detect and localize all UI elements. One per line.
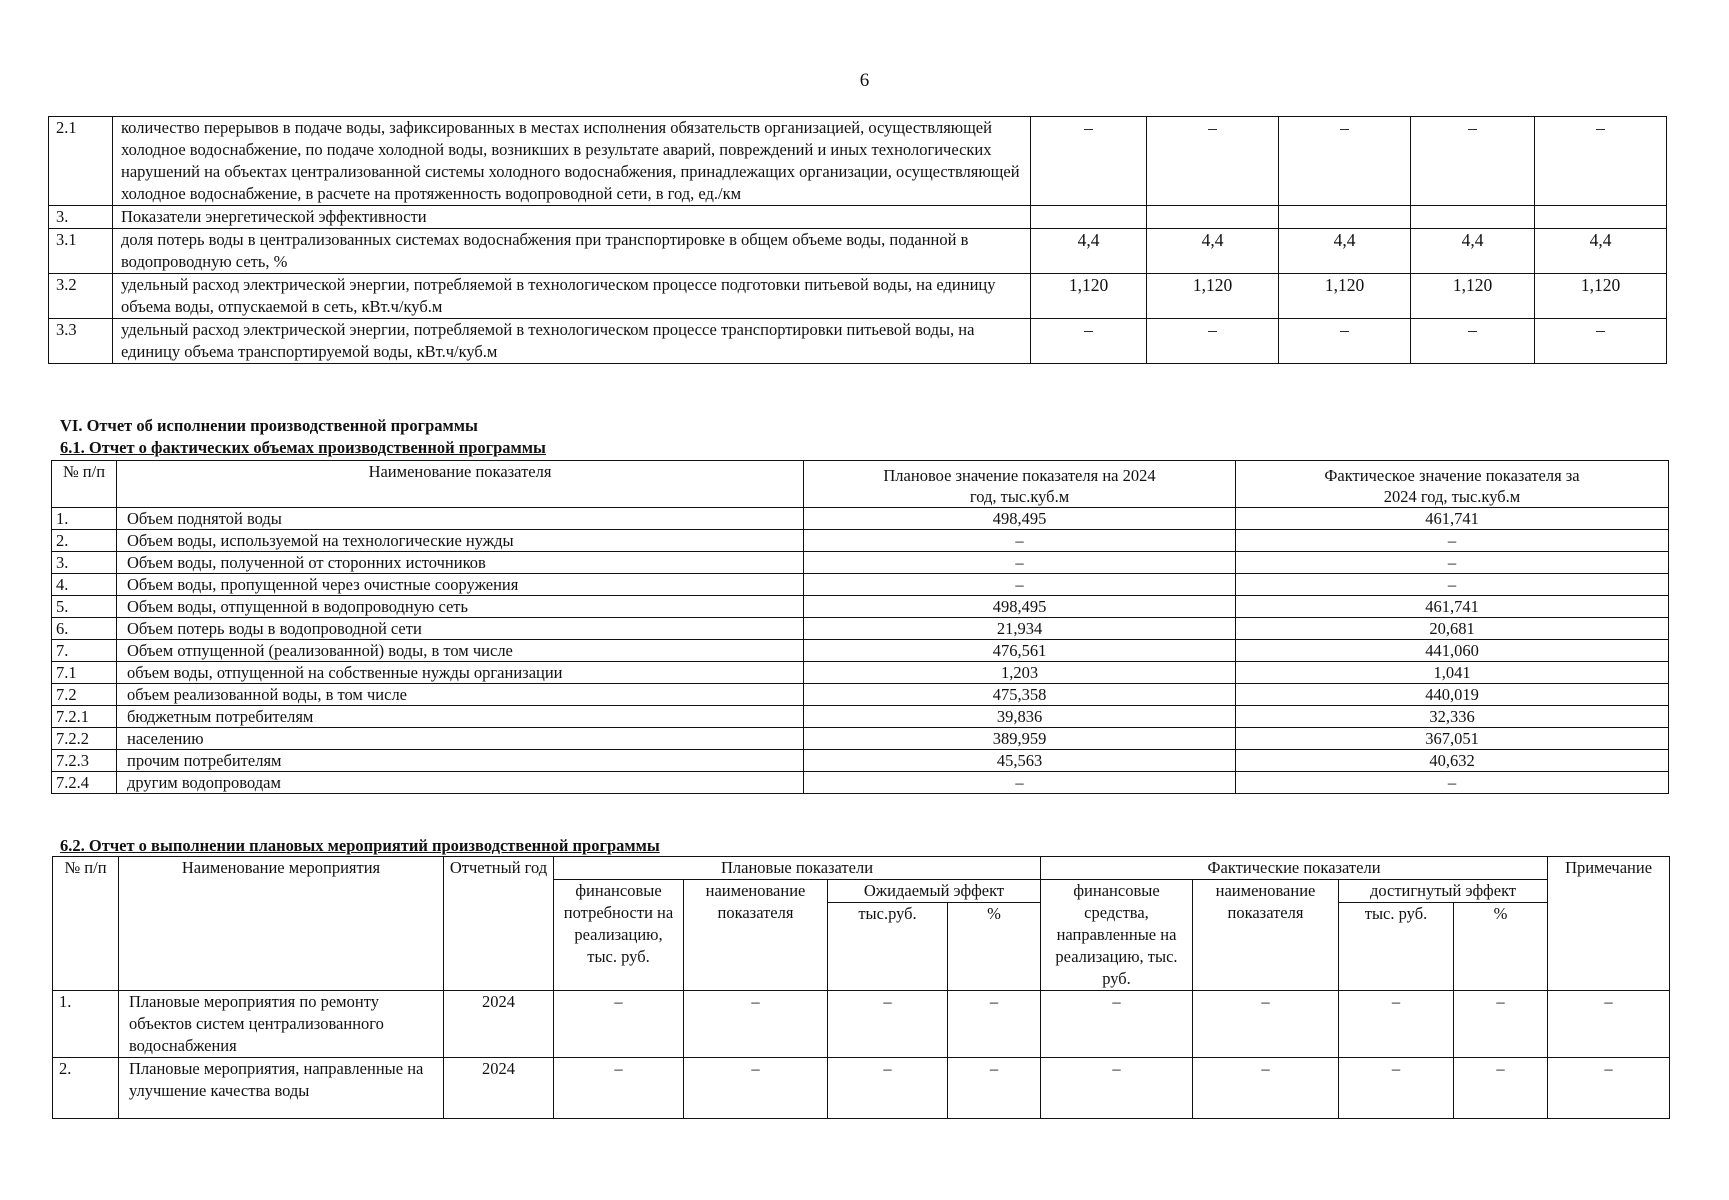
header-fact-group: Фактические показатели xyxy=(1041,857,1548,880)
row-fact-value: 20,681 xyxy=(1236,618,1669,640)
row-name: населению xyxy=(117,728,804,750)
table-row xyxy=(53,991,1670,1058)
row-value: 4,4 xyxy=(1147,229,1279,274)
row-value: – xyxy=(1031,117,1147,206)
table-row xyxy=(49,229,1667,274)
header-fact-pct: % xyxy=(1454,903,1548,991)
header-num: № п/п xyxy=(53,857,119,991)
row-name: Объем воды, полученной от сторонних источников xyxy=(117,552,804,574)
header-fact: Фактическое значение показателя за 2024 год, тыс.куб.м xyxy=(1236,461,1669,508)
table-row xyxy=(53,1058,1670,1119)
row-fact-value: 441,060 xyxy=(1236,640,1669,662)
row-fact-value: 461,741 xyxy=(1236,596,1669,618)
row-name: прочим потребителям xyxy=(117,750,804,772)
row-value: – xyxy=(1147,319,1279,364)
row-number: 7.2 xyxy=(52,684,117,706)
table-row xyxy=(49,117,1667,206)
row-fact-value: 1,041 xyxy=(1236,662,1669,684)
header-plan-rub: тыс.руб. xyxy=(828,903,948,991)
row-plan-value: 21,934 xyxy=(804,618,1236,640)
row-value: 4,4 xyxy=(1031,229,1147,274)
row-value: – xyxy=(684,1058,828,1119)
row-name: Объем воды, пропущенной через очистные сооружения xyxy=(117,574,804,596)
row-plan-value: 498,495 xyxy=(804,596,1236,618)
row-name: Объем потерь воды в водопроводной сети xyxy=(117,618,804,640)
row-description: доля потерь воды в централизованных системах водоснабжения при транспортировке в общем объеме воды, поданной в водопроводную сеть, % xyxy=(113,229,1031,274)
header-plan-fin: финансовые потребности на реализацию, тыс. руб. xyxy=(554,880,684,991)
table-row xyxy=(52,508,1669,530)
row-fact-value: 40,632 xyxy=(1236,750,1669,772)
table-row xyxy=(49,274,1667,319)
row-value xyxy=(1147,206,1279,229)
volumes-table xyxy=(51,460,1669,794)
row-description: количество перерывов в подаче воды, зафиксированных в местах исполнения обязательств организацией, осуществляющей холодное водоснабжение, по подаче холодной воды, возникших в результате аварий, повреждений и иных технологических нарушений на объектах централизованной системы холодного водоснабжения, принадлежащих организации, осуществляющей холодное водоснабжение, в расчете на протяженность водопроводной сети, в год, ед./км xyxy=(113,117,1031,206)
row-value: – xyxy=(1454,1058,1548,1119)
row-value: – xyxy=(1193,1058,1339,1119)
header-plan-group: Плановые показатели xyxy=(554,857,1041,880)
row-value: – xyxy=(1411,117,1535,206)
row-number: 7.2.4 xyxy=(52,772,117,794)
row-plan-value: – xyxy=(804,552,1236,574)
indicators-table xyxy=(48,116,1667,364)
row-value: – xyxy=(1041,1058,1193,1119)
row-value: 1,120 xyxy=(1147,274,1279,319)
row-year: 2024 xyxy=(444,1058,554,1119)
row-value: – xyxy=(1535,117,1667,206)
table-row xyxy=(49,319,1667,364)
row-value: 1,120 xyxy=(1279,274,1411,319)
row-value: – xyxy=(1031,319,1147,364)
row-value xyxy=(1279,206,1411,229)
row-description: удельный расход электрической энергии, потребляемой в технологическом процессе транспортировки питьевой воды, на единицу объема транспортируемой воды, кВт.ч/куб.м xyxy=(113,319,1031,364)
row-value: – xyxy=(1279,319,1411,364)
subsection-title-6-2: 6.2. Отчет о выполнении плановых мероприятий производственной программы xyxy=(60,836,660,855)
row-value: – xyxy=(1279,117,1411,206)
header-name: Наименование показателя xyxy=(117,461,804,508)
row-value: – xyxy=(1339,1058,1454,1119)
row-value: – xyxy=(1454,991,1548,1058)
row-number: 3. xyxy=(49,206,113,229)
row-number: 2. xyxy=(53,1058,119,1119)
row-plan-value: 498,495 xyxy=(804,508,1236,530)
table-row xyxy=(52,684,1669,706)
row-value: – xyxy=(684,991,828,1058)
header-year: Отчетный год xyxy=(444,857,554,991)
row-plan-value: 476,561 xyxy=(804,640,1236,662)
row-fact-value: 367,051 xyxy=(1236,728,1669,750)
header-plan-pct: % xyxy=(948,903,1041,991)
row-number: 6. xyxy=(52,618,117,640)
row-value: – xyxy=(1041,991,1193,1058)
row-value: 4,4 xyxy=(1279,229,1411,274)
row-plan-value: 389,959 xyxy=(804,728,1236,750)
table-row xyxy=(52,574,1669,596)
row-number: 3.3 xyxy=(49,319,113,364)
row-plan-value: – xyxy=(804,772,1236,794)
row-value xyxy=(1031,206,1147,229)
row-value: – xyxy=(828,1058,948,1119)
row-plan-value: – xyxy=(804,530,1236,552)
row-value: 1,120 xyxy=(1031,274,1147,319)
row-plan-value: 1,203 xyxy=(804,662,1236,684)
row-number: 3.2 xyxy=(49,274,113,319)
row-name: бюджетным потребителям xyxy=(117,706,804,728)
row-value: 1,120 xyxy=(1535,274,1667,319)
row-number: 1. xyxy=(52,508,117,530)
row-name: Плановые мероприятия по ремонту объектов систем централизованного водоснабжения xyxy=(119,991,444,1058)
row-description: удельный расход электрической энергии, потребляемой в технологическом процессе подготовки питьевой воды, на единицу объема воды, отпускаемой в сеть, кВт.ч/куб.м xyxy=(113,274,1031,319)
row-name: Плановые мероприятия, направленные на улучшение качества воды xyxy=(119,1058,444,1119)
table-row xyxy=(52,530,1669,552)
row-value: – xyxy=(554,991,684,1058)
row-value: – xyxy=(1548,1058,1670,1119)
header-fact-ind: наименование показателя xyxy=(1193,880,1339,991)
row-fact-value: – xyxy=(1236,772,1669,794)
row-fact-value: 440,019 xyxy=(1236,684,1669,706)
page-number: 6 xyxy=(859,70,870,91)
table-row xyxy=(52,618,1669,640)
row-plan-value: 39,836 xyxy=(804,706,1236,728)
header-plan-effect: Ожидаемый эффект xyxy=(828,880,1041,903)
row-number: 1. xyxy=(53,991,119,1058)
row-year: 2024 xyxy=(444,991,554,1058)
table-row xyxy=(52,552,1669,574)
row-name: Объем отпущенной (реализованной) воды, в том числе xyxy=(117,640,804,662)
measures-table xyxy=(52,856,1670,1119)
row-name: Объем поднятой воды xyxy=(117,508,804,530)
row-number: 7. xyxy=(52,640,117,662)
header-plan-ind: наименование показателя xyxy=(684,880,828,991)
table-row xyxy=(52,640,1669,662)
header-fact-fin: финансовые средства, направленные на реализацию, тыс. руб. xyxy=(1041,880,1193,991)
row-value: – xyxy=(828,991,948,1058)
row-value: 4,4 xyxy=(1535,229,1667,274)
row-name: объем реализованной воды, в том числе xyxy=(117,684,804,706)
row-value xyxy=(1411,206,1535,229)
row-value: – xyxy=(1147,117,1279,206)
table-row xyxy=(49,206,1667,229)
row-value: – xyxy=(1535,319,1667,364)
header-num: № п/п xyxy=(52,461,117,508)
row-value: – xyxy=(1548,991,1670,1058)
row-value: – xyxy=(1193,991,1339,1058)
row-number: 7.2.3 xyxy=(52,750,117,772)
row-plan-value: 45,563 xyxy=(804,750,1236,772)
table-row xyxy=(52,772,1669,794)
header-name: Наименование мероприятия xyxy=(119,857,444,991)
row-value: 4,4 xyxy=(1411,229,1535,274)
row-number: 7.1 xyxy=(52,662,117,684)
table-row xyxy=(52,596,1669,618)
table-row xyxy=(52,662,1669,684)
row-fact-value: 32,336 xyxy=(1236,706,1669,728)
table-row xyxy=(52,706,1669,728)
row-number: 3.1 xyxy=(49,229,113,274)
row-name: Объем воды, отпущенной в водопроводную сеть xyxy=(117,596,804,618)
row-number: 5. xyxy=(52,596,117,618)
row-fact-value: 461,741 xyxy=(1236,508,1669,530)
header-fact-effect: достигнутый эффект xyxy=(1339,880,1548,903)
row-number: 7.2.1 xyxy=(52,706,117,728)
table-row xyxy=(52,728,1669,750)
row-plan-value: 475,358 xyxy=(804,684,1236,706)
row-number: 4. xyxy=(52,574,117,596)
subsection-title-6-1: 6.1. Отчет о фактических объемах производственной программы xyxy=(60,438,546,457)
row-name: объем воды, отпущенной на собственные нужды организации xyxy=(117,662,804,684)
row-value xyxy=(1535,206,1667,229)
row-number: 2.1 xyxy=(49,117,113,206)
row-fact-value: – xyxy=(1236,552,1669,574)
row-name: Объем воды, используемой на технологические нужды xyxy=(117,530,804,552)
row-number: 7.2.2 xyxy=(52,728,117,750)
header-note: Примечание xyxy=(1548,857,1670,991)
row-number: 3. xyxy=(52,552,117,574)
table-row xyxy=(52,750,1669,772)
row-value: – xyxy=(554,1058,684,1119)
row-plan-value: – xyxy=(804,574,1236,596)
header-fact-rub: тыс. руб. xyxy=(1339,903,1454,991)
header-plan: Плановое значение показателя на 2024 год, тыс.куб.м xyxy=(804,461,1236,508)
row-value: 1,120 xyxy=(1411,274,1535,319)
section-title: VI. Отчет об исполнении производственной программы xyxy=(60,416,478,435)
row-fact-value: – xyxy=(1236,574,1669,596)
row-value: – xyxy=(948,991,1041,1058)
row-value: – xyxy=(1411,319,1535,364)
row-number: 2. xyxy=(52,530,117,552)
row-fact-value: – xyxy=(1236,530,1669,552)
row-value: – xyxy=(948,1058,1041,1119)
row-name: другим водопроводам xyxy=(117,772,804,794)
row-value: – xyxy=(1339,991,1454,1058)
row-description: Показатели энергетической эффективности xyxy=(113,206,1031,229)
